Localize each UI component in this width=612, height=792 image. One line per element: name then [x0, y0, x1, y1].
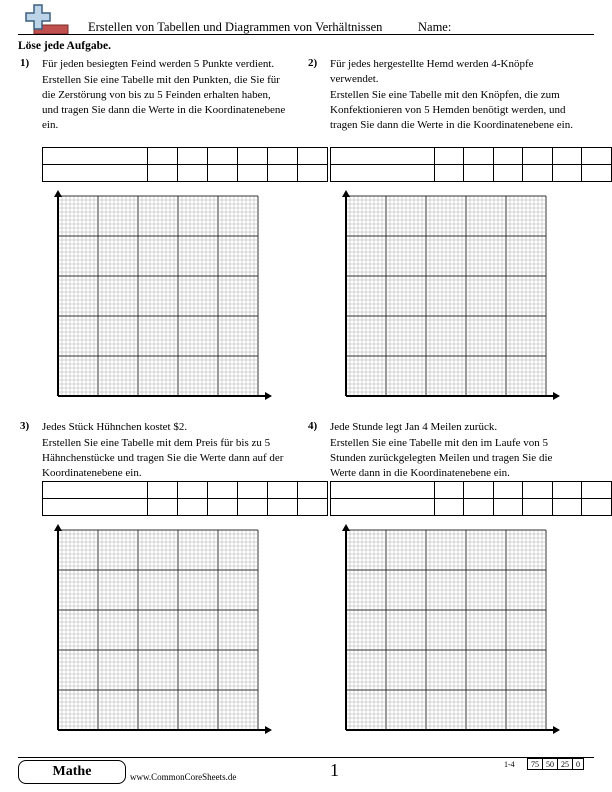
coordinate-grid	[338, 190, 560, 402]
table-cell	[493, 165, 523, 182]
table-cell	[238, 165, 268, 182]
problem-task: Erstellen Sie eine Tabelle mit den Knöpfen, die zum Konfektionieren von 5 Hemden benötigt werden, und tragen Sie dann die Werte in die Koordinatenebene ein.	[330, 89, 573, 131]
page-number: 1	[330, 760, 339, 780]
score-box: 75	[528, 759, 543, 770]
table-cell	[268, 482, 298, 499]
table-cell	[552, 482, 582, 499]
table-cell	[523, 165, 553, 182]
subject-badge: Mathe	[18, 760, 126, 784]
problem-text	[330, 420, 576, 482]
y-axis-arrow-icon	[342, 524, 350, 531]
problem-number: 2)	[308, 57, 318, 69]
answer-table	[330, 481, 612, 516]
table-cell	[148, 482, 178, 499]
score-boxes	[527, 758, 584, 770]
table-cell	[238, 148, 268, 165]
table-cell	[298, 148, 328, 165]
table-cell	[148, 148, 178, 165]
table-cell	[434, 499, 464, 516]
score-box: 25	[558, 759, 573, 770]
problem-text	[42, 420, 288, 482]
x-axis-arrow-icon	[553, 392, 560, 400]
coordinate-grid	[50, 190, 272, 402]
table-cell	[464, 499, 494, 516]
website-link: www.CommonCoreSheets.de	[130, 772, 237, 782]
table-cell	[208, 482, 238, 499]
table-cell	[298, 499, 328, 516]
problem-statement: Jede Stunde legt Jan 4 Meilen zurück.	[330, 421, 498, 433]
name-label: Name:	[418, 20, 452, 34]
axes	[346, 192, 556, 396]
footer-divider	[18, 757, 594, 758]
table-cell	[208, 148, 238, 165]
answer-table	[42, 147, 328, 182]
table-cell	[268, 165, 298, 182]
table-cell	[43, 482, 148, 499]
table-cell	[43, 499, 148, 516]
axes	[58, 192, 268, 396]
table-cell	[178, 148, 208, 165]
table-cell	[523, 148, 553, 165]
table-cell	[434, 165, 464, 182]
problem-text	[330, 57, 576, 134]
table-cell	[464, 148, 494, 165]
table-cell	[582, 148, 612, 165]
table-cell	[178, 499, 208, 516]
table-cell	[298, 482, 328, 499]
score-box: 50	[543, 759, 558, 770]
x-axis-arrow-icon	[265, 392, 272, 400]
problem-number: 4)	[308, 420, 318, 432]
axes	[346, 526, 556, 730]
problem-task: Erstellen Sie eine Tabelle mit dem Preis für bis zu 5 Hähnchenstücke und tragen Sie die Werte dann auf der Koordinatenebene ein.	[42, 437, 284, 479]
header-divider	[18, 34, 594, 35]
table-cell	[148, 499, 178, 516]
table-cell	[148, 165, 178, 182]
y-axis-arrow-icon	[342, 190, 350, 197]
answer-table	[330, 147, 612, 182]
table-cell	[493, 482, 523, 499]
table-cell	[331, 499, 435, 516]
table-cell	[552, 165, 582, 182]
table-cell	[238, 482, 268, 499]
table-cell	[208, 165, 238, 182]
logo-plus-icon	[22, 3, 72, 35]
x-axis-arrow-icon	[265, 726, 272, 734]
table-cell	[331, 165, 435, 182]
problem-statement: Für jedes hergestellte Hemd werden 4-Knöpfe verwendet.	[330, 58, 534, 85]
table-cell	[268, 499, 298, 516]
coordinate-grid	[338, 524, 560, 736]
y-axis-arrow-icon	[54, 524, 62, 531]
table-cell	[552, 148, 582, 165]
problem-number: 1)	[20, 57, 30, 69]
worksheet-title: Erstellen von Tabellen und Diagrammen von Verhältnissen	[88, 20, 383, 34]
score-range: 1-4	[504, 760, 515, 769]
problem-task: Erstellen Sie eine Tabelle mit den Punkten, die Sie für die Zerstörung von bis zu 5 Feinden erhalten haben, und tragen Sie dann die Werte in die Koordinatenebene ein.	[42, 74, 286, 131]
table-cell	[464, 165, 494, 182]
table-cell	[298, 165, 328, 182]
answer-table	[42, 481, 328, 516]
table-cell	[464, 482, 494, 499]
table-cell	[238, 499, 268, 516]
table-cell	[208, 499, 238, 516]
table-cell	[43, 165, 148, 182]
table-cell	[582, 499, 612, 516]
table-cell	[178, 165, 208, 182]
instructions: Löse jede Aufgabe.	[18, 40, 111, 52]
table-cell	[523, 482, 553, 499]
problem-statement: Für jeden besiegten Feind werden 5 Punkte verdient.	[42, 58, 275, 70]
table-cell	[523, 499, 553, 516]
problem-text	[42, 57, 288, 134]
table-cell	[493, 148, 523, 165]
table-cell	[331, 148, 435, 165]
problem-number: 3)	[20, 420, 30, 432]
table-cell	[434, 482, 464, 499]
y-axis-arrow-icon	[54, 190, 62, 197]
table-cell	[178, 482, 208, 499]
problem-task: Erstellen Sie eine Tabelle mit den im Laufe von 5 Stunden zurückgelegten Meilen und tragen Sie die Werte dann in die Koordinatenebene ein.	[330, 437, 553, 479]
table-cell	[552, 499, 582, 516]
table-cell	[331, 482, 435, 499]
table-cell	[434, 148, 464, 165]
x-axis-arrow-icon	[553, 726, 560, 734]
table-cell	[582, 482, 612, 499]
problem-statement: Jedes Stück Hühnchen kostet $2.	[42, 421, 188, 433]
score-box: 0	[573, 759, 584, 770]
table-cell	[582, 165, 612, 182]
coordinate-grid	[50, 524, 272, 736]
axes	[58, 526, 268, 730]
table-cell	[268, 148, 298, 165]
table-cell	[493, 499, 523, 516]
table-cell	[43, 148, 148, 165]
